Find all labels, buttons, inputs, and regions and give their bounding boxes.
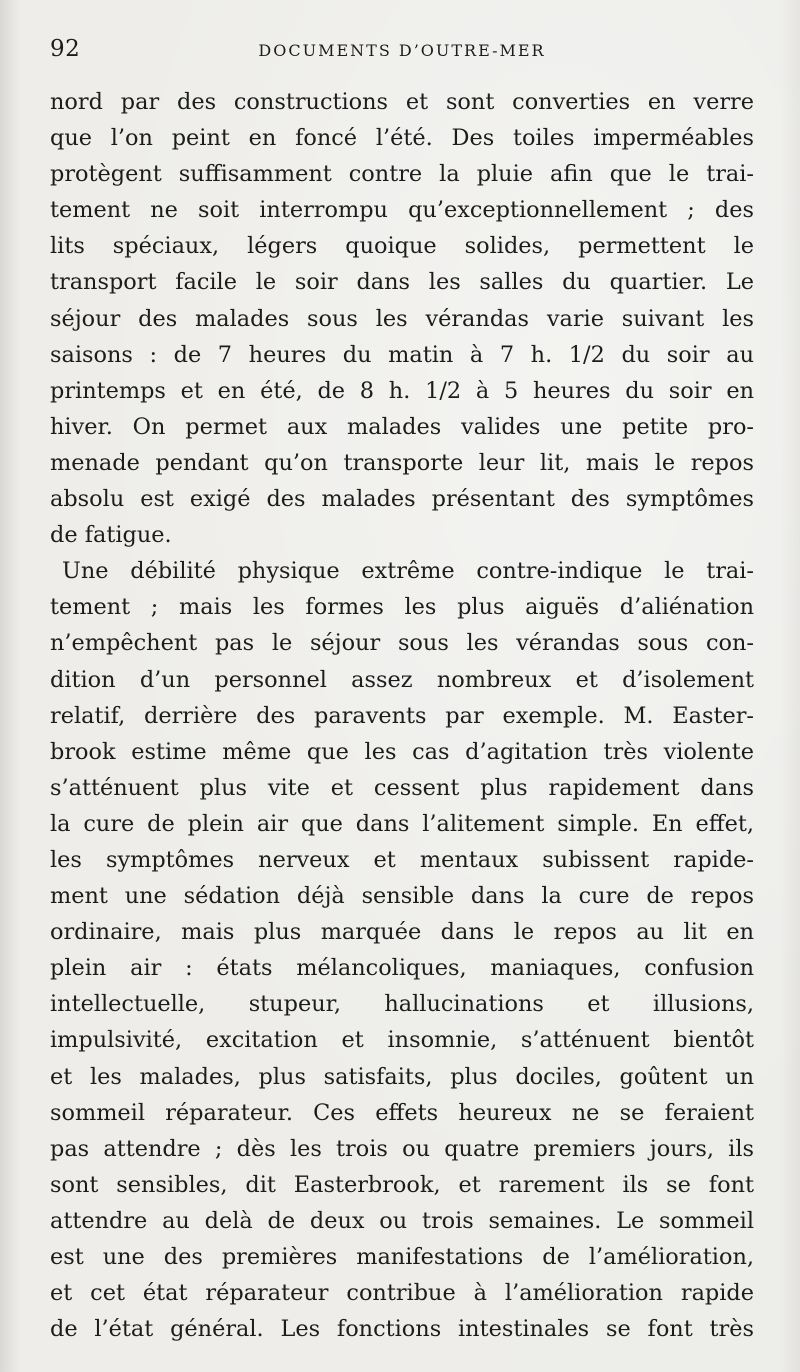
text-line: Une débilité physique extrême contre-indique le trai- (62, 558, 754, 585)
text-line: que l’on peint en foncé l’été. Des toiles imperméables (50, 125, 754, 152)
text-line: transport facile le soir dans les salles du quartier. Le (50, 269, 754, 296)
text-line: saisons : de 7 heures du matin à 7 h. 1/2 du soir au (50, 341, 754, 368)
text-line: intellectuelle, stupeur, hallucinations et illusions, (50, 991, 754, 1018)
text-line: lits spéciaux, légers quoique solides, permettent le (50, 233, 754, 260)
page-number: 92 (50, 36, 81, 62)
text-line: pas attendre ; dès les trois ou quatre premiers jours, ils (50, 1135, 754, 1162)
text-line: impulsivité, excitation et insomnie, s’atténuent bientôt (50, 1027, 754, 1054)
text-line: absolu est exigé des malades présentant des symptômes (50, 486, 754, 513)
text-line: printemps et en été, de 8 h. 1/2 à 5 heures du soir en (50, 377, 754, 404)
running-head (50, 36, 754, 70)
text-line: sommeil réparateur. Ces effets heureux ne se feraient (50, 1099, 754, 1126)
text-line: de fatigue. (50, 522, 172, 549)
paragraph (50, 84, 754, 553)
body-text (50, 84, 754, 1347)
text-line: dition d’un personnel assez nombreux et d’isolement (50, 666, 754, 693)
text-line: plein air : états mélancoliques, maniaques, confusion (50, 955, 754, 982)
text-line: attendre au delà de deux ou trois semaines. Le sommeil (50, 1207, 754, 1234)
text-line: nord par des constructions et sont converties en verre (50, 89, 754, 115)
text-line: menade pendant qu’on transporte leur lit, mais le repos (50, 449, 754, 476)
text-line: protègent suffisamment contre la pluie afin que le trai- (50, 161, 754, 188)
text-line: ordinaire, mais plus marquée dans le repos au lit en (50, 919, 754, 946)
text-line: brook estime même que les cas d’agitation très violente (50, 738, 754, 765)
text-line: s’atténuent plus vite et cessent plus rapidement dans (50, 774, 754, 801)
text-line: hiver. On permet aux malades valides une petite pro- (50, 413, 754, 440)
text-line: et les malades, plus satisfaits, plus dociles, goûtent un (50, 1063, 754, 1090)
paragraph (50, 553, 754, 1347)
text-line: de l’état général. Les fonctions intestinales se font très (50, 1316, 754, 1343)
running-title: DOCUMENTS D’OUTRE-MER (258, 41, 546, 60)
text-line: ment une sédation déjà sensible dans la cure de repos (50, 883, 754, 910)
text-line: la cure de plein air que dans l’alitement simple. En effet, (50, 810, 754, 837)
text-line: est une des premières manifestations de l’amélioration, (50, 1244, 754, 1270)
text-line: n’empêchent pas le séjour sous les vérandas sous con- (50, 630, 754, 657)
text-line: les symptômes nerveux et mentaux subissent rapide- (50, 846, 754, 873)
text-line: relatif, derrière des paravents par exemple. M. Easter- (50, 702, 754, 729)
text-line: tement ne soit interrompu qu’exceptionnellement ; des (50, 197, 754, 224)
text-line: et cet état réparateur contribue à l’amélioration rapide (50, 1280, 754, 1307)
text-line: sont sensibles, dit Easterbrook, et rarement ils se font (50, 1171, 754, 1198)
text-line: tement ; mais les formes les plus aiguës d’aliénation (50, 594, 754, 621)
text-line: séjour des malades sous les vérandas varie suivant les (50, 305, 754, 332)
